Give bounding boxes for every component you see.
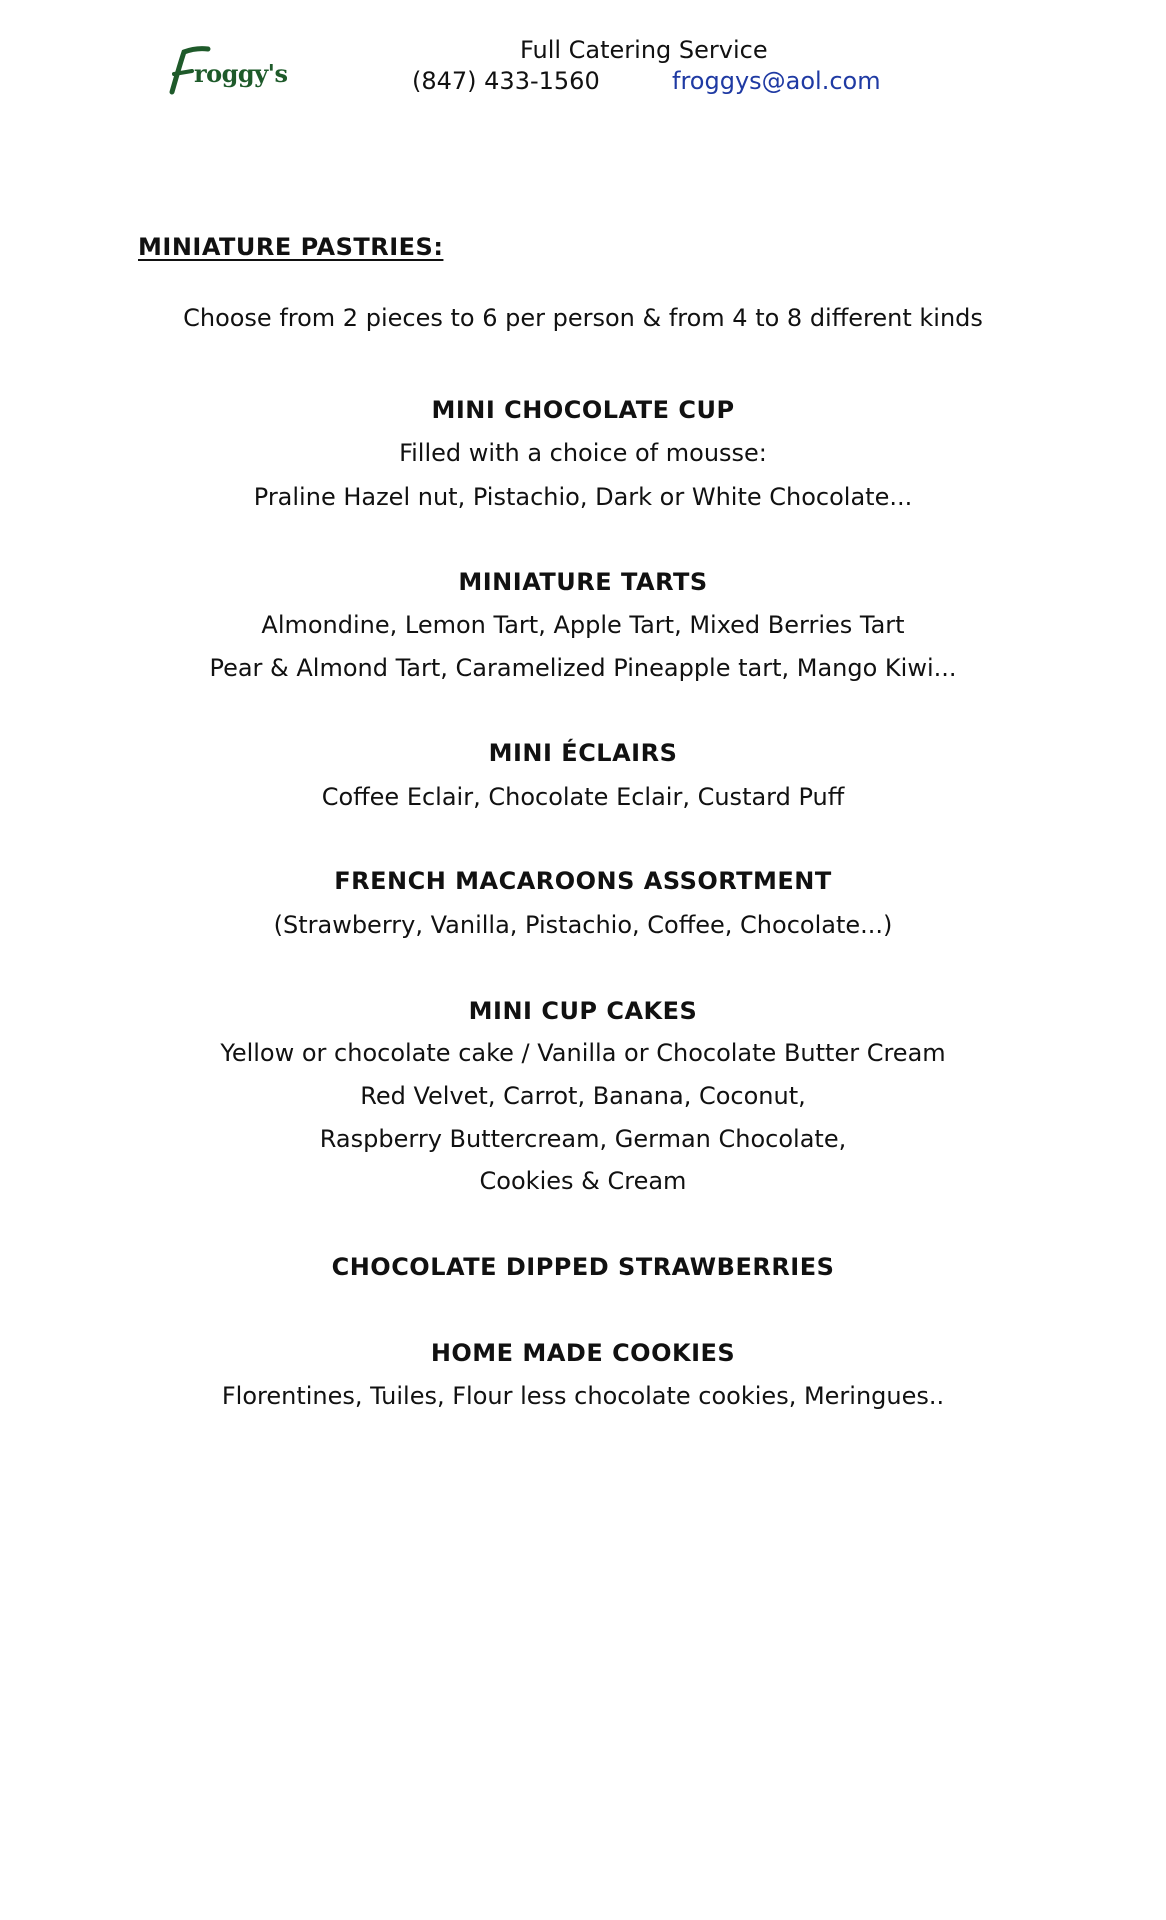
- svg-text:roggy's: roggy's: [194, 59, 288, 88]
- item-title: CHOCOLATE DIPPED STRAWBERRIES: [331, 1253, 835, 1281]
- item-line: Coffee Eclair, Chocolate Eclair, Custard Puff: [321, 783, 845, 811]
- item-title: MINI CUP CAKES: [468, 997, 698, 1025]
- item-line: Filled with a choice of mousse:: [399, 439, 767, 467]
- item-line: Raspberry Buttercream, German Chocolate,: [319, 1125, 847, 1153]
- item-title: MINI ÉCLAIRS: [488, 739, 678, 767]
- email-link[interactable]: froggys@aol.com: [672, 67, 881, 95]
- phone-number: (847) 433-1560: [412, 67, 600, 95]
- item-line: Almondine, Lemon Tart, Apple Tart, Mixed Berries Tart: [261, 611, 905, 639]
- item-line: Yellow or chocolate cake / Vanilla or Chocolate Butter Cream: [220, 1039, 946, 1067]
- item-line: (Strawberry, Vanilla, Pistachio, Coffee, Chocolate...): [273, 911, 893, 939]
- intro-text: Choose from 2 pieces to 6 per person & from 4 to 8 different kinds: [183, 304, 983, 332]
- section-heading: MINIATURE PASTRIES:: [138, 233, 444, 261]
- service-title: Full Catering Service: [520, 36, 768, 64]
- item-line: Cookies & Cream: [479, 1167, 687, 1195]
- item-line: Florentines, Tuiles, Flour less chocolate cookies, Meringues..: [221, 1382, 945, 1410]
- froggys-logo: [158, 44, 288, 100]
- item-line: Pear & Almond Tart, Caramelized Pineapple tart, Mango Kiwi...: [209, 654, 957, 682]
- item-line: Red Velvet, Carrot, Banana, Coconut,: [360, 1082, 806, 1110]
- item-title: MINI CHOCOLATE CUP: [431, 396, 735, 424]
- item-title: HOME MADE COOKIES: [430, 1339, 736, 1367]
- item-title: FRENCH MACAROONS ASSORTMENT: [334, 867, 832, 895]
- item-line: Praline Hazel nut, Pistachio, Dark or White Chocolate...: [253, 483, 913, 511]
- item-title: MINIATURE TARTS: [458, 568, 708, 596]
